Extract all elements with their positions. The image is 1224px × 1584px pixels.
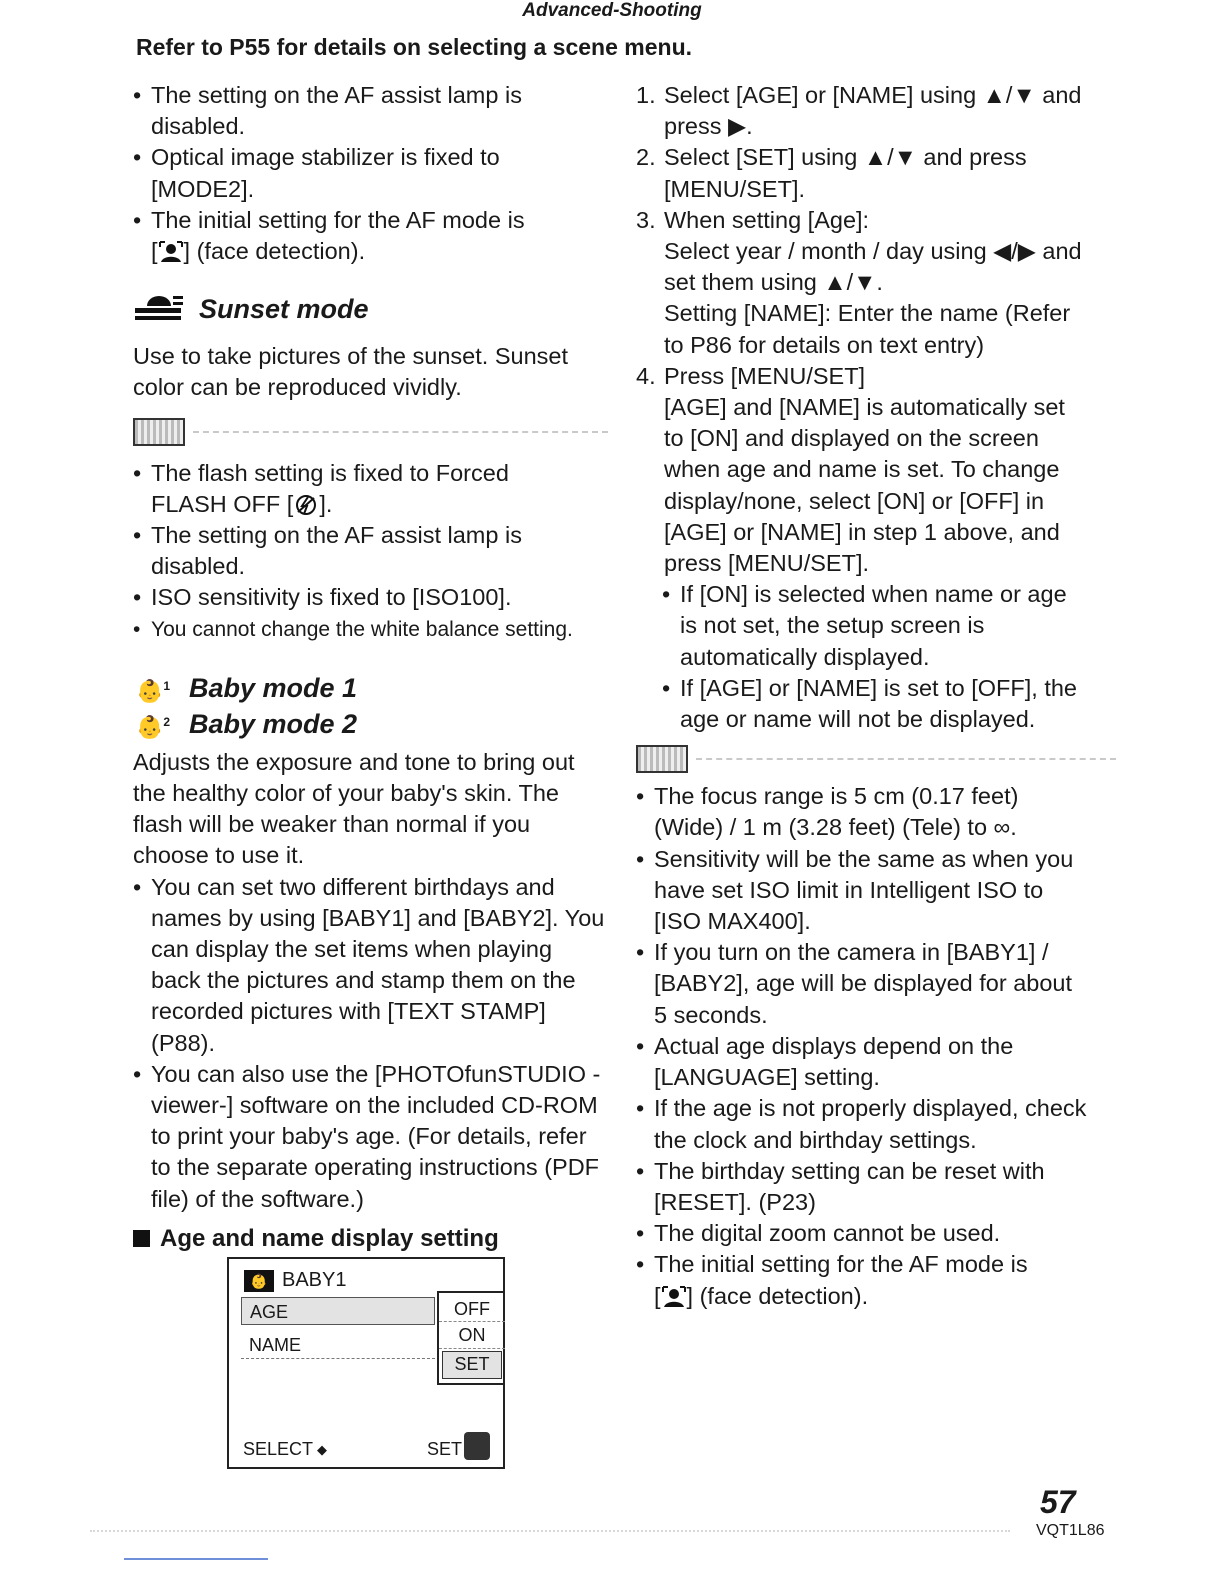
- square-bullet-icon: [133, 1230, 150, 1247]
- menu-set-button-icon: [464, 1432, 490, 1460]
- page-number: 57: [1040, 1484, 1076, 1520]
- bullet: • Actual age displays depend on the [LANGUAGE] setting.: [636, 1031, 1116, 1093]
- left-column: [133, 80, 608, 1254]
- bullet: • The digital zoom cannot be used.: [636, 1218, 1116, 1249]
- lcd-select-hint: [243, 1439, 327, 1460]
- scan-artifact-line: [124, 1558, 268, 1560]
- note-icon: [133, 418, 185, 446]
- sunset-title: Sunset mode: [199, 293, 369, 324]
- bullet: • You can set two different birthdays and names by using [BABY1] and [BABY2]. You can display the set items when playing back the pictures and stamp them on the recorded pictures with [TEXT STAMP] (P88).: [133, 872, 608, 1059]
- dashed-divider: [193, 431, 608, 433]
- face-detection-icon: [158, 240, 184, 262]
- bullet: • The setting on the AF assist lamp is disabled.: [133, 520, 608, 582]
- bullet-text: The initial setting for the AF mode is: [654, 1251, 1028, 1278]
- step-2: 2. Select [SET] using ▲/▼ and press [MENU/SET].: [636, 144, 1027, 202]
- lcd-options-box: [437, 1291, 505, 1385]
- refer-note: Refer to P55 for details on selecting a scene menu.: [136, 34, 693, 60]
- baby-mode-1-title: Baby mode 1: [189, 673, 358, 704]
- bullet-text: The initial setting for the AF mode is: [151, 206, 525, 233]
- step-3: 3. When setting [Age]: Select year / month / day using ◀/▶ and set them using ▲/▼. Setting [NAME]: Enter the name (Refer to P86 for details on text entry): [636, 206, 1082, 358]
- step-1: 1. Select [AGE] or [NAME] using ▲/▼ and press ▶.: [636, 82, 1082, 140]
- flash-off-icon: [293, 494, 319, 516]
- bullet-text: The flash setting is fixed to Forced FLASH OFF [: [151, 459, 509, 517]
- age-name-heading: [133, 1223, 608, 1254]
- bullet: • The focus range is 5 cm (0.17 feet) (Wide) / 1 m (3.28 feet) (Tele) to ∞.: [636, 781, 1116, 843]
- lcd-set-hint: [427, 1431, 490, 1460]
- bullet: • You can also use the [PHOTOfunSTUDIO -viewer-] software on the included CD-ROM to print your baby's age. (For details, refer to the separate operating instructions (PDF file) of the software.): [133, 1059, 608, 1215]
- baby-mode-2-title: Baby mode 2: [189, 709, 358, 740]
- baby-icon: 👶: [244, 1270, 274, 1292]
- lcd-item-age: AGE: [241, 1297, 435, 1325]
- bullet: • If the age is not properly displayed, check the clock and birthday settings.: [636, 1093, 1116, 1155]
- lcd-screen-illustration: [227, 1257, 505, 1469]
- step-4: 4. Press [MENU/SET] [AGE] and [NAME] is automatically set to [ON] and displayed on the screen when age and name is set. To change display/none, select [ON] or [OFF] in [AGE] or [NAME] in step 1 above, and press [MENU/SET].: [636, 362, 1065, 577]
- face-detection-suffix: ] (face detection).: [183, 238, 366, 265]
- document-code: VQT1L86: [1036, 1522, 1105, 1539]
- lcd-title: BABY1: [282, 1269, 347, 1291]
- face-detection-suffix: ] (face detection).: [686, 1282, 869, 1309]
- sub-bullet: • If [ON] is selected when name or age is not set, the setup screen is automatically displayed.: [636, 579, 1116, 673]
- lcd-option-set: SET: [442, 1351, 502, 1379]
- sunset-description: Use to take pictures of the sunset. Sunset color can be reproduced vividly.: [133, 343, 568, 401]
- baby-description: Adjusts the exposure and tone to bring out the healthy color of your baby's skin. The flash will be weaker than normal if you choose to use it.: [133, 748, 575, 869]
- lcd-title-row: [244, 1269, 346, 1292]
- bullet: • Optical image stabilizer is fixed to [MODE2].: [133, 142, 608, 204]
- note-divider: [636, 741, 1116, 777]
- bullet: • The setting on the AF assist lamp is disabled.: [133, 80, 608, 142]
- bullet: • If you turn on the camera in [BABY1] / [BABY2], age will be displayed for about 5 seconds.: [636, 937, 1116, 1031]
- sunset-icon: [133, 292, 185, 326]
- age-name-title: Age and name display setting: [160, 1224, 499, 1252]
- bullet: [133, 458, 608, 520]
- up-down-arrows-icon: ◆: [317, 1441, 328, 1457]
- baby-mode-2-heading: [133, 707, 608, 743]
- flash-suffix: ].: [319, 490, 333, 517]
- bullet: • The initial setting for the AF mode is [ ] (face detection).: [636, 1249, 1116, 1311]
- right-column: [636, 80, 1116, 1312]
- sub-bullet: • If [AGE] or [NAME] is set to [OFF], the age or name will not be displayed.: [636, 673, 1116, 735]
- lcd-set-label: SET: [427, 1439, 463, 1459]
- lcd-option-off: OFF: [439, 1293, 505, 1322]
- bullet: • The birthday setting can be reset with [RESET]. (P23): [636, 1156, 1116, 1218]
- note-icon: [636, 745, 688, 773]
- lcd-option-on: ON: [439, 1322, 505, 1349]
- bullet: • The initial setting for the AF mode is [ ] (face detection).: [133, 205, 608, 267]
- baby-mode-1-heading: [133, 671, 608, 707]
- running-head: Advanced-Shooting: [522, 0, 702, 21]
- lcd-select-label: SELECT: [243, 1439, 314, 1459]
- lcd-item-name: NAME: [241, 1331, 435, 1359]
- bullet: • You cannot change the white balance setting.: [133, 614, 608, 645]
- note-divider: [133, 414, 608, 450]
- bullet: • Sensitivity will be the same as when you have set ISO limit in Intelligent ISO to [ISO MAX400].: [636, 844, 1116, 938]
- footer-dotted-line: [90, 1530, 1010, 1532]
- baby-heading: [133, 671, 608, 743]
- sunset-heading: [133, 289, 608, 329]
- dashed-divider: [696, 758, 1116, 760]
- face-detection-icon: [661, 1285, 687, 1307]
- bullet: • ISO sensitivity is fixed to [ISO100].: [133, 582, 608, 613]
- baby-2-icon: 👶$^2$: [135, 714, 171, 740]
- baby-1-icon: 👶$^1$: [135, 678, 171, 704]
